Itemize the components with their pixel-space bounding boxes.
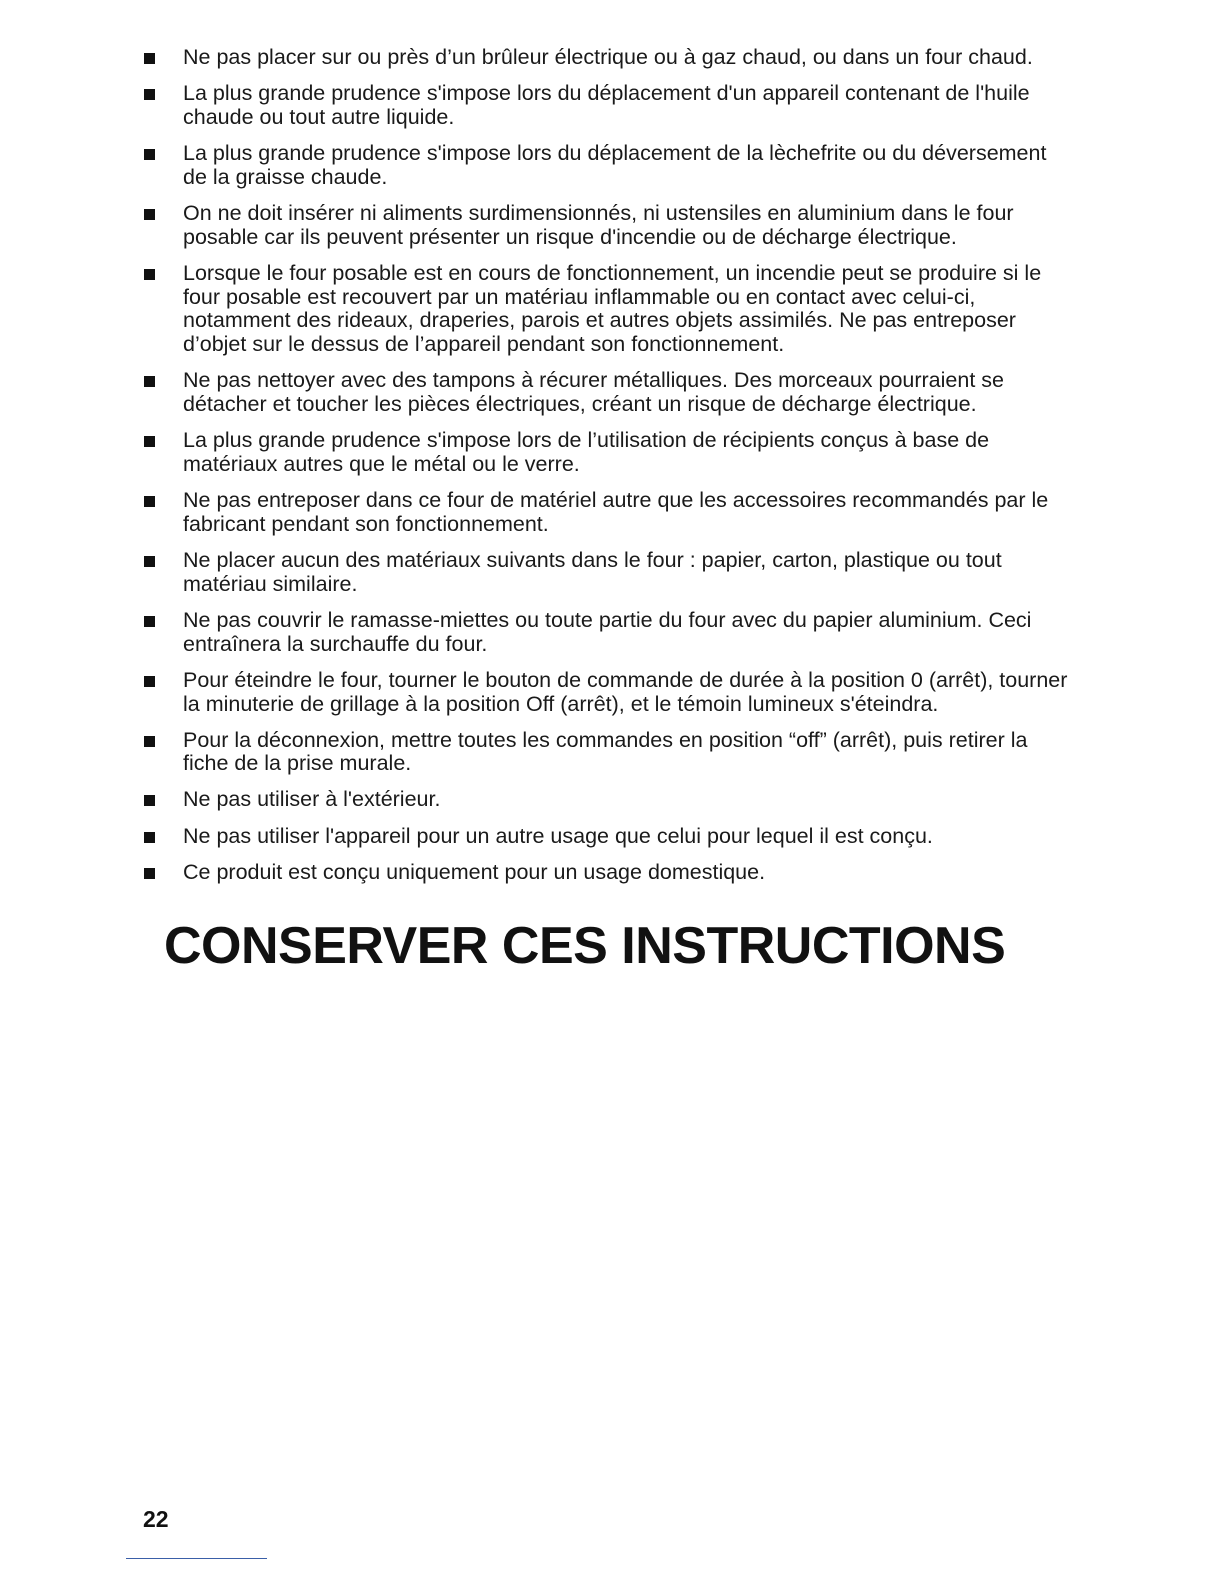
- list-item-text: Ne pas nettoyer avec des tampons à récurer métalliques. Des morceaux pourraient se détacher et toucher les pièces électriques, créant un risque de décharge électrique.: [183, 368, 1004, 417]
- list-item-text: Ne pas couvrir le ramasse-miettes ou toute partie du four avec du papier aluminium. Ceci entraînera la surchauffe du four.: [183, 607, 1032, 656]
- list-item: [0, 861, 1224, 885]
- square-bullet-icon: [144, 53, 155, 64]
- list-item-text: Ne placer aucun des matériaux suivants dans le four : papier, carton, plastique ou tout matériau similaire.: [183, 547, 1002, 596]
- list-item: [0, 549, 1224, 597]
- list-item: [0, 669, 1224, 717]
- safety-instructions-list: [0, 46, 1224, 897]
- square-bullet-icon: [144, 795, 155, 806]
- list-item-text: Ne pas placer sur ou près d’un brûleur électrique ou à gaz chaud, ou dans un four chaud.: [183, 45, 1033, 69]
- square-bullet-icon: [144, 736, 155, 747]
- square-bullet-icon: [144, 269, 155, 280]
- square-bullet-icon: [144, 376, 155, 387]
- list-item: [0, 825, 1224, 849]
- square-bullet-icon: [144, 209, 155, 220]
- list-item-text: Ne pas utiliser l'appareil pour un autre usage que celui pour lequel il est conçu.: [183, 823, 933, 848]
- square-bullet-icon: [144, 868, 155, 879]
- square-bullet-icon: [144, 616, 155, 627]
- list-item-text: Ne pas entreposer dans ce four de matériel autre que les accessoires recommandés par le fabricant pendant son fonctionnement.: [183, 488, 1049, 536]
- list-item-text: Pour éteindre le four, tourner le bouton de commande de durée à la position 0 (arrêt), tourner la minuterie de grillage à la position Off (arrêt), et le témoin lumineux s'éteindra.: [183, 667, 1068, 716]
- list-item: [0, 369, 1224, 417]
- square-bullet-icon: [144, 149, 155, 160]
- list-item: [0, 262, 1224, 357]
- page-number: 22: [143, 1506, 169, 1532]
- list-item: [0, 202, 1224, 250]
- list-item-text: Ce produit est conçu uniquement pour un usage domestique.: [183, 859, 766, 884]
- list-item: [0, 788, 1224, 812]
- list-item: [0, 489, 1224, 537]
- save-instructions-heading: CONSERVER CES INSTRUCTIONS: [164, 917, 1006, 975]
- list-item-text: Pour la déconnexion, mettre toutes les commandes en position “off” (arrêt), puis retirer la fiche de la prise murale.: [183, 727, 1028, 776]
- list-item: [0, 142, 1224, 190]
- list-item-text: La plus grande prudence s'impose lors de l’utilisation de récipients conçus à base de matériaux autres que le métal ou le verre.: [183, 428, 990, 476]
- list-item: [0, 609, 1224, 657]
- square-bullet-icon: [144, 496, 155, 507]
- list-item: [0, 429, 1224, 477]
- square-bullet-icon: [144, 436, 155, 447]
- square-bullet-icon: [144, 89, 155, 100]
- list-item: [0, 82, 1224, 130]
- list-item-text: La plus grande prudence s'impose lors du déplacement de la lèchefrite ou du déversement de la graisse chaude.: [183, 140, 1047, 189]
- square-bullet-icon: [144, 556, 155, 567]
- list-item: [0, 46, 1224, 70]
- bottom-divider: [126, 1558, 267, 1559]
- list-item-text: Ne pas utiliser à l'extérieur.: [183, 787, 441, 812]
- square-bullet-icon: [144, 676, 155, 687]
- square-bullet-icon: [144, 832, 155, 843]
- list-item-text: On ne doit insérer ni aliments surdimensionnés, ni ustensiles en aluminium dans le four posable car ils peuvent présenter un risque d'incendie ou de décharge électrique.: [183, 200, 1014, 249]
- list-item-text: La plus grande prudence s'impose lors du déplacement d'un appareil contenant de l'huile chaude ou tout autre liquide.: [183, 81, 1030, 129]
- list-item: [0, 729, 1224, 777]
- list-item-text: Lorsque le four posable est en cours de fonctionnement, un incendie peut se produire si le four posable est recouvert par un matériau inflammable ou en contact avec celui-ci, notamment des rideaux, draperies, parois et autres objets assimilés. Ne pas entreposer d’objet sur le dessus de l’appareil pendant son fonctionnement.: [183, 260, 1042, 357]
